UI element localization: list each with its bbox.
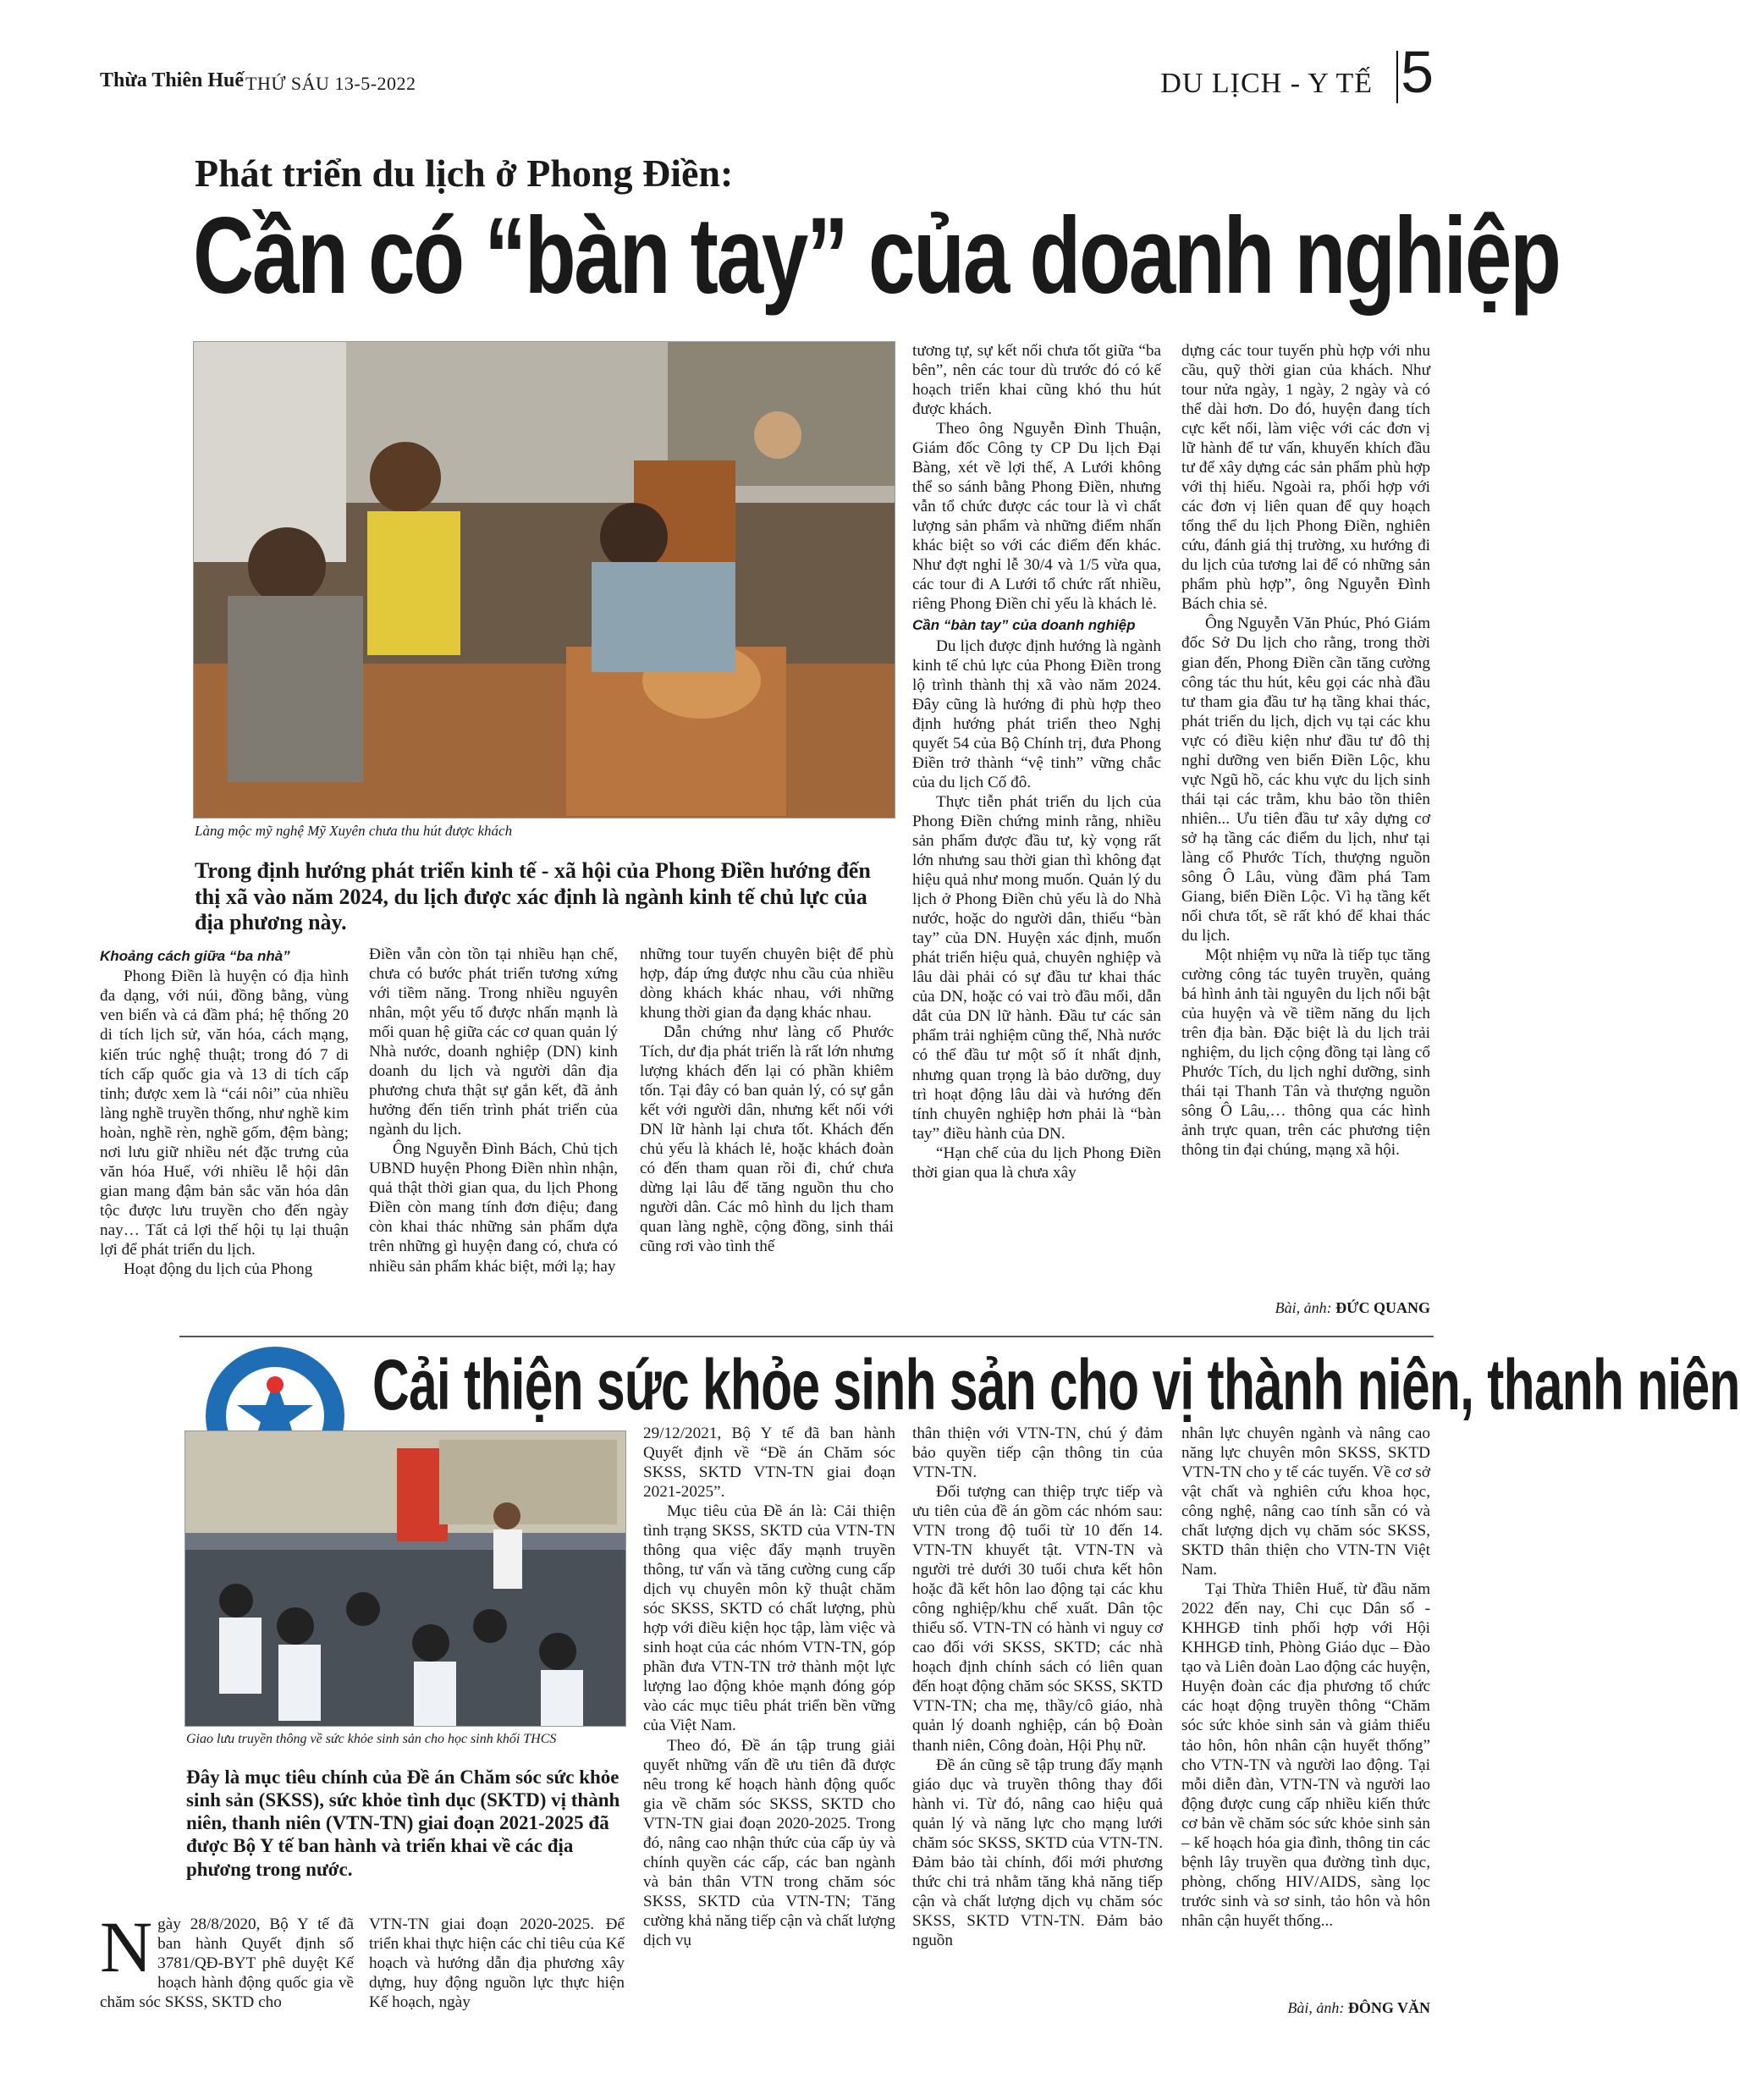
article1-paragraph: Điền vẫn còn tồn tại nhiều hạn chế, chưa có bước phát triển tương xứng với tiềm năng. Trong nhiều nguyên nhân, một yếu tố được nhấn mạnh là mối quan hệ giữa các cơ quan quản lý Nhà nước, doanh nghiệp (DN) kinh doanh du lịch và người dân địa phương chưa thật sự gắn kết, đã ảnh hưởng đến tiến trình phát triển của ngành du lịch. <box>369 945 618 1139</box>
article2-paragraph: Theo đó, Đề án tập trung giải quyết những vấn đề ưu tiên đã được nêu trong kế hoạch hành động quốc gia về chăm sóc SKSS, SKTD cho VTN-TN giai đoạn 2020-2025. Trong đó, nâng cao nhận thức của cấp ủy và chính quyền các cấp, các ban ngành và bản thân VTN trong chăm sóc SKSS, SKTD của VTN-TN; Tăng cường khả năng tiếp cận và chất lượng dịch vụ <box>643 1736 895 1949</box>
article1-subheading-1: Khoảng cách giữa “ba nhà” <box>100 948 290 964</box>
masthead-section: DU LỊCH - Y TẾ <box>1160 68 1373 99</box>
article1-column-4 <box>912 341 1161 1182</box>
article1-sapo: Trong định hướng phát triển kinh tế - xã hội của Phong Điền hướng đến thị xã vào năm 2024, du lịch được xác định là ngành kinh tế chủ lực của địa phương này. <box>195 858 871 935</box>
article1-paragraph: dựng các tour tuyến phù hợp với nhu cầu, quỹ thời gian của khách. Như tour nửa ngày, 1 ngày, 2 ngày và có thể dài hơn. Do đó, huyện đang tích cực kết nối, làm việc với các đơn vị lữ hành để tư vấn, khuyến khích đầu tư để xây dựng các sản phẩm phù hợp với thị hiếu. Ngoài ra, phối hợp với các đơn vị liên quan để quy hoạch tổng thể du lịch Phong Điền, nghiên cứu, đánh giá thị trường, xu hướng đi du lịch của tương lai để có những sản phẩm phù hợp”, ông Nguyễn Đình Bách chia sẻ. <box>1181 342 1430 614</box>
article1-paragraph: Phong Điền là huyện có địa hình đa dạng, với núi, đồng bằng, vùng ven biển và cả đầm phá; hệ thống 20 di tích lịch sử, văn hóa, cách mạng, kiến trúc nghệ thuật; trong đó 7 di tích cấp quốc gia và 13 di tích cấp tỉnh; được xem là “cái nôi” của nhiều làng nghề truyền thống, như nghề kim hoàn, nghề rèn, nghề gốm, đệm bàng; nơi lưu giữ nhiều nét đặc trưng của văn hóa Huế, với nhiều lễ hội dân gian mang đậm bản sắc văn hóa dân tộc được lưu truyền cho đến ngày nay… Tất cả lợi thế hội tụ lại thuận lợi để phát triển du lịch. <box>100 967 349 1259</box>
article2-paragraph: VTN-TN giai đoạn 2020-2025. Để triển khai thực hiện các chỉ tiêu của Kế hoạch và hướng dẫn địa phương xây dựng, huy động nguồn lực thực hiện Kế hoạch, ngày <box>369 1915 625 2012</box>
article2-paragraph: gày 28/8/2020, Bộ Y tế đã ban hành Quyết định số 3781/QĐ-BYT phê duyệt Kế hoạch hành động quốc gia về chăm sóc SKSS, SKTD cho <box>100 1915 354 2012</box>
article1-column-3 <box>640 945 894 1257</box>
article2-dropcap: N <box>100 1906 153 1987</box>
article2-column-4 <box>912 1424 1163 1950</box>
article-divider <box>179 1336 1434 1337</box>
article1-column-5 <box>1181 341 1430 1160</box>
article1-caption: Làng mộc mỹ nghệ Mỹ Xuyên chưa thu hút được khách <box>195 823 513 839</box>
article2-paragraph: thân thiện với VTN-TN, chú ý đảm bảo quyền tiếp cận thông tin của VTN-TN. <box>912 1425 1163 1482</box>
article1-paragraph: Ông Nguyễn Đình Bách, Chủ tịch UBND huyện Phong Điền nhìn nhận, quả thật thời gian qua, du lịch Phong Điền còn mang tính đơn điệu; đang còn khai thác những sản phẩm dựa trên những gì huyện đang có, chưa có nhiều sản phẩm khác biệt, mới lạ; hay <box>369 1140 618 1276</box>
article2-paragraph: Mục tiêu của Đề án là: Cải thiện tình trạng SKSS, SKTD của VTN-TN thông qua việc đẩy mạnh truyền thông, tư vấn và tăng cường cung cấp dịch vụ chuyên môn kỹ thuật chăm sóc SKSS, SKTD có chất lượng, phù hợp với điều kiện học tập, làm việc và sinh hoạt của các nhóm VTN-TN, góp phần đưa VTN-TN trở thành một lực lượng lao động khỏe mạnh đóng góp vào các mục tiêu phát triển bền vững của Việt Nam. <box>643 1502 895 1735</box>
article1-paragraph: những tour tuyến chuyên biệt để phù hợp, đáp ứng được nhu cầu của nhiều dòng khách khác nhau, với những khung thời gian đa dạng khác nhau. <box>640 945 894 1022</box>
article1-headline: Cần có “bàn tay” của doanh nghiệp <box>193 196 1560 317</box>
page-number: 5 <box>1401 39 1434 105</box>
article1-column-2 <box>369 945 618 1276</box>
article1-paragraph: Du lịch được định hướng là ngành kinh tế chủ lực của Phong Điền trong lộ trình thành thị xã vào năm 2024. Đây cũng là hướng đi phù hợp theo định hướng phát triển theo Nghị quyết 54 của Bộ Chính trị, đưa Phong Điền trở thành “vệ tinh” vững chắc của du lịch Cố đô. <box>912 637 1161 792</box>
article1-paragraph: “Hạn chế của du lịch Phong Điền thời gian qua là chưa xây <box>912 1144 1161 1182</box>
article1-paragraph: Theo ông Nguyễn Đình Thuận, Giám đốc Công ty CP Du lịch Đại Bàng, xét về lợi thế, A Lưới không thể so sánh bằng Phong Điền, nhưng vẫn tổ chức được các tour là vì chất lượng sản phẩm và những điểm nhấn khác biệt so với các điểm đến khác. Như đợt nghỉ lễ 30/4 và 1/5 vừa qua, các tour đi A Lưới tổ chức rất nhiều, riêng Phong Điền chỉ yếu là khách lẻ. <box>912 420 1161 614</box>
byline-author: ĐỨC QUANG <box>1335 1299 1430 1316</box>
article1-paragraph: Ông Nguyễn Văn Phúc, Phó Giám đốc Sở Du lịch cho rằng, trong thời gian đến, Phong Điền cần tăng cường công tác thu hút, kêu gọi các nhà đầu tư tham gia đầu tư hạ tầng khai thác, phát triển du lịch, dịch vụ tại các khu vực có điều kiện như đầu tư đô thị nghỉ dưỡng ven biển Điền Lộc, khu vực Ngũ hồ, các khu vực du lịch sinh thái tại các trằm, khu bảo tồn thiên nhiên... Ưu tiên đầu tư xây dựng cơ sở hạ tầng các điểm du lịch, như tại làng cổ Phước Tích, thượng nguồn sông Ô Lâu, vùng đầm phá Tam Giang, biển Điền Lộc. Vì hạ tầng kết nối chưa tốt, sẽ rất khó để khai thác du lịch. <box>1181 615 1430 945</box>
article2-paragraph: Đề án cũng sẽ tập trung đẩy mạnh giáo dục và truyền thông thay đổi hành vi. Từ đó, nâng cao hiệu quả quản lý và năng lực cho mạng lưới chăm sóc SKSS, SKTD của VTN-TN. Đảm bảo tài chính, đổi mới phương thức chi trả nhằm tăng khả năng tiếp cận và chất lượng dịch vụ chăm sóc SKSS, SKTD VTN-TN. Đảm bảo nguồn <box>912 1756 1163 1949</box>
article2-paragraph: 29/12/2021, Bộ Y tế đã ban hành Quyết định về “Đề án Chăm sóc SKSS, SKTD VTN-TN giai đoạn 2021-2025”. <box>643 1425 895 1502</box>
byline-author: ĐÔNG VĂN <box>1347 1999 1430 2016</box>
article2-paragraph: nhân lực chuyên ngành và nâng cao năng lực chuyên môn SKSS, SKTD VTN-TN cho y tế các tuyến. Về cơ sở vật chất và nghiên cứu khoa học, công nghệ, nâng cao tính sẵn có và chất lượng dịch vụ chăm sóc SKSS, SKTD thân thiện cho VTN-TN Việt Nam. <box>1181 1425 1430 1579</box>
article2-paragraph: Tại Thừa Thiên Huế, từ đầu năm 2022 đến nay, Chi cục Dân số - KHHGĐ tỉnh phối hợp với Hội KHHGĐ tỉnh, Phòng Giáo dục – Đào tạo và Liên đoàn Lao động các huyện, Huyện đoàn các địa phương tổ chức các hoạt động truyền thông “Chăm sóc sức khỏe sinh sản và giảm thiểu tảo hôn, hôn nhân cận huyết thống” cho VTN-TN và người lao động. Tại mỗi diễn đàn, VTN-TN và người lao động được cung cấp nhiều kiến thức cơ bản về chăm sóc sức khỏe sinh sản – kế hoạch hóa gia đình, thông tin các bệnh lây truyền qua đường tình dục, phòng, chống HIV/AIDS, sàng lọc trước sinh và sơ sinh, tảo hôn và hôn nhân cận huyết thống... <box>1181 1580 1430 1930</box>
article1-paragraph: Hoạt động du lịch của Phong <box>124 1259 313 1278</box>
masthead-paper-name: Thừa Thiên Huế <box>100 69 245 91</box>
classroom-photo-illustration <box>185 1431 625 1726</box>
article2-column-3 <box>643 1424 895 1950</box>
article1-paragraph: Một nhiệm vụ nữa là tiếp tục tăng cường công tác tuyên truyền, quảng bá hình ảnh tài nguyên du lịch nổi bật của huyện và về tiềm năng du lịch trên địa bàn. Đặc biệt là du lịch trải nghiệm, du lịch cộng đồng tại làng cổ Phước Tích, du lịch nghỉ dưỡng, sinh thái tại Thanh Tân và thượng nguồn sông Ô Lâu,… thông qua các hình ảnh trực quan, trên các phương tiện thông tin đại chúng, mạng xã hội. <box>1181 945 1430 1160</box>
article2-byline <box>1287 1999 1430 2017</box>
article2-caption: Giao lưu truyền thông về sức khỏe sinh sản cho học sinh khối THCS <box>186 1732 557 1746</box>
article1-subheading-2: Cần “bàn tay” của doanh nghiệp <box>912 617 1136 634</box>
byline-label: Bài, ảnh: <box>1287 1999 1345 2016</box>
article2-column-1 <box>100 1906 354 2012</box>
article1-paragraph: tương tự, sự kết nối chưa tốt giữa “ba bên”, nên các tour dù trước đó có kế hoạch triển khai cũng khó thu hút được khách. <box>912 342 1161 419</box>
masthead-separator <box>1396 51 1398 103</box>
article1-kicker: Phát triển du lịch ở Phong Điền: <box>195 152 734 195</box>
article2-column-2 <box>369 1915 625 2012</box>
article1-paragraph: Dẫn chứng như làng cổ Phước Tích, dư địa phát triển là rất lớn nhưng lượng khách đến lại có phần khiêm tốn. Tại đây có ban quản lý, có sự gắn kết với người dân, nhưng kết nối với DN lữ hành lại chưa tốt. Khách đến chủ yếu là khách lẻ, hoặc khách đoàn có đến tham quan rồi đi, chứ chưa dừng lại lâu để tăng nguồn thu cho người dân. Các mô hình du lịch tham quan làng nghề, cộng đồng, sinh thái cũng rơi vào tình thế <box>640 1023 894 1256</box>
article2-sapo: Đây là mục tiêu chính của Đề án Chăm sóc sức khỏe sinh sản (SKSS), sức khỏe tình dục (SKTD) vị thành niên, thanh niên (VTN-TN) giai đoạn 2021-2025 đã được Bộ Y tế ban hành và triển khai về các địa phương trong nước. <box>186 1767 620 1880</box>
article1-paragraph: Thực tiễn phát triển du lịch của Phong Điền chứng minh rằng, nhiều sản phẩm được đầu tư, kỳ vọng rất lớn nhưng sau thời gian thì không đạt hiệu quả như mong muốn. Quản lý du lịch ở Phong Điền chủ yếu là do Nhà nước, hoặc do người dân, thiếu “bàn tay” của DN. Huyện xác định, muốn phát triển hiệu quả, chuyên nghiệp và lâu dài phải có sự đầu tư khai thác của DN, hoặc có vai trò đầu mối, dẫn dắt của DN lữ hành. Đầu tư các sản phẩm trải nghiệm cũng thế, Nhà nước có thể đầu tư một số ít nhất định, nhưng quan trọng là bảo dưỡng, duy trì hoạt động lâu dài và hướng đến tính chuyên nghiệp hơn phải là “bàn tay” điều hành của DN. <box>912 793 1161 1143</box>
woodcarving-photo-illustration <box>194 342 895 818</box>
article1-byline <box>1275 1299 1430 1317</box>
article2-column-5 <box>1181 1424 1430 1931</box>
article1-column-1 <box>100 945 349 1279</box>
masthead-date: THỨ SÁU 13-5-2022 <box>245 73 416 94</box>
article1-photo <box>193 341 895 819</box>
article2-paragraph: Đối tượng can thiệp trực tiếp và ưu tiên của đề án gồm các nhóm sau: VTN trong độ tuổi từ 10 đến 14. VTN-TN khuyết tật. VTN-TN và người trẻ dưới 30 tuổi chưa kết hôn hoặc đã kết hôn lao động tại các khu công nghiệp/khu chế xuất. Dân tộc thiểu số. VTN-TN có hành vi nguy cơ cao đối với SKSS, SKTD; các nhà hoạch định chính sách có liên quan đến hoạt động chăm sóc SKSS, SKTD VTN-TN; cha mẹ, thầy/cô giáo, nhà quản lý doanh nghiệp, cán bộ Đoàn thanh niên, Công đoàn, Hội Phụ nữ. <box>912 1483 1163 1755</box>
article2-headline: Cải thiện sức khỏe sinh sản cho vị thành niên, thanh niên <box>372 1345 1740 1425</box>
article2-photo <box>184 1430 626 1727</box>
byline-label: Bài, ảnh: <box>1275 1299 1332 1316</box>
